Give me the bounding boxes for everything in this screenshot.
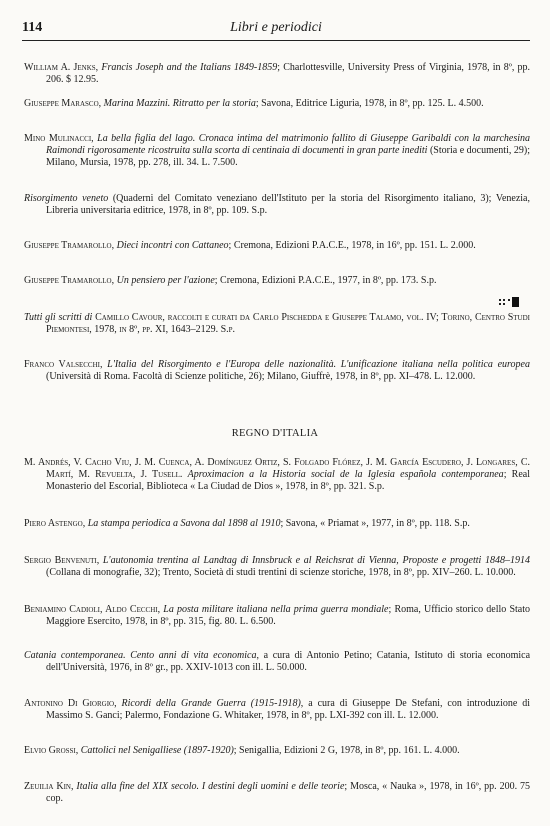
entry-details: , a cura di Giuseppe De Stefani, con introduzione di Massimo S. Ganci; Palermo, Fondazione G. Whitaker, 1978, in 8º, pp. LXI-392 con ill. L. 12.000. xyxy=(46,698,531,721)
page-number: 114 xyxy=(22,20,43,35)
entry-title: L'Italia del Risorgimento e l'Europa delle nazionalità. L'unificazione italiana nella politica europea xyxy=(107,359,530,370)
entry-title: La stampa periodica a Savona dal 1898 al 1910 xyxy=(87,518,281,529)
bibliography-entry: Franco Valsecchi, L'Italia del Risorgimento e l'Europa delle nazionalità. L'unificazione italiana nella politica europea (Università di Roma. Facoltà di Scienze politiche, 26); Milano, Giuffrè, 1978, in 8º, pp. XI–478. L. 12.000. xyxy=(24,359,530,382)
entry-title: La posta militare italiana nella prima guerra mondiale xyxy=(163,604,389,615)
entry-title: Italia alla fine del XIX secolo. I destini degli uomini e delle teorie xyxy=(76,781,345,792)
entry-details: ; Roma, Ufficio storico dello Stato Maggiore Esercito, 1978, in 8º, pp. 315, fig. 80. L. 6.500. xyxy=(46,604,530,627)
entry-author: Giuseppe Tramarollo xyxy=(24,240,112,251)
entry-author: Elvio Grossi xyxy=(24,745,76,756)
entry-details: ; Charlottesville, University Press of Virginia, 1978, in 8º, pp. 206. $ 12.95. xyxy=(46,62,531,85)
entry-author: Giuseppe Tramarollo xyxy=(24,275,112,286)
entry-title: Risorgimento veneto xyxy=(24,193,109,204)
entry-details: ; Cremona, Edizioni P.A.C.E., 1978, in 16º, pp. 151. L. 2.000. xyxy=(228,240,476,251)
entry-details: ; Savona, Editrice Liguria, 1978, in 8º, pp. 125. L. 4.500. xyxy=(255,98,484,109)
entry-details: (Storia e documenti, 29); Milano, Mursia, 1978, pp. 278, ill. 34. L. 7.500. xyxy=(46,145,530,168)
bibliography-entry: Giuseppe Marasco, Marina Mazzini. Ritratto per la storia; Savona, Editrice Liguria, 1978, in 8º, pp. 125. L. 4.500. xyxy=(24,98,484,109)
page-header xyxy=(22,18,530,41)
entry-author: Giuseppe Marasco xyxy=(24,98,99,109)
entry-title: Francis Joseph and the Italians 1849-1859 xyxy=(101,62,278,73)
entry-details: Camillo Cavour, raccolti e curati da Carlo Pischedda e Giuseppe Talamo, vol. IV; Torino, Centro Studi Piemontesi, 1978, in 8º, pp. XI, 1643–2129. S.p. xyxy=(46,312,530,335)
entry-details: ; Savona, « Priamat », 1977, in 8º, pp. 118. S.p. xyxy=(280,518,470,529)
entry-author: Sergio Benvenuti xyxy=(24,555,97,566)
bibliography-entry xyxy=(24,312,530,336)
section-heading: REGNO D'ITALIA xyxy=(231,428,319,439)
entry-title: Marina Mazzini. Ritratto per la storia xyxy=(103,98,256,109)
bibliography-entry: Mino Mulinacci, La bella figlia del lago. Cronaca intima del matrimonio fallito di Giuseppe Garibaldi con la marchesina Raimondi rigorosamente ricostruita sulla scorta di centinaia di documenti in gran parte inediti (Storia e documenti, 29); Milano, Mursia, 1978, pp. 278, ill. 34. L. 7.500. xyxy=(24,133,530,168)
entry-title: Catania contemporanea. Cento anni di vita economica xyxy=(24,650,257,661)
entry-title: Dieci incontri con Cattaneo xyxy=(116,240,229,251)
entry-details: (Università di Roma. Facoltà di Scienze politiche, 26); Milano, Giuffrè, 1978, in 8º, pp. XI–478. L. 12.000. xyxy=(46,371,476,382)
bibliography-entry: Beniamino Cadioli, Aldo Cecchi, La posta militare italiana nella prima guerra mondiale; Roma, Ufficio storico dello Stato Maggiore Esercito, 1978, in 8º, pp. 315, fig. 80. L. 6.500. xyxy=(24,604,530,627)
entry-title: Un pensiero per l'azione xyxy=(116,275,215,286)
entry-author: Piero Astengo xyxy=(24,518,83,529)
bibliography-entry: Sergio Benvenuti, L'autonomia trentina al Landtag di Innsbruck e al Reichsrat di Vienna, Proposte e progetti 1848–1914 (Collana di monografie, 32); Trento, Società di studi trentini di scienze storiche, 1978, in 8º, pp. XIV–260. L. 10.000. xyxy=(24,555,530,578)
bibliography-entry xyxy=(24,193,530,217)
entry-details: (Collana di monografie, 32); Trento, Società di studi trentini di scienze storiche, 1978, in 8º, pp. XIV–260. L. 10.000. xyxy=(46,567,516,578)
bibliography-entry xyxy=(24,650,530,674)
entry-title: L'autonomia trentina al Landtag di Innsbruck e al Reichsrat di Vienna, Proposte e progetti 1848–1914 xyxy=(102,555,530,566)
entry-author: M. Andrés, V. Cacho Viu, J. M. Cuenca, A. Domínguez Ortiz, S. Folgado Flórez, J. M. García Escudero, J. Longares, C. Martí, M. Revuelta, J. Tusell xyxy=(24,457,530,480)
entry-author: Beniamino Cadioli, Aldo Cecchi xyxy=(24,604,158,615)
entry-details: ; Senigallia, Edizioni 2 G, 1978, in 8º, pp. 161. L. 4.000. xyxy=(233,745,460,756)
bibliography-entry: Piero Astengo, La stampa periodica a Savona dal 1898 al 1910; Savona, « Priamat », 1977, in 8º, pp. 118. S.p. xyxy=(24,518,470,529)
entry-details: ; Cremona, Edizioni P.A.C.E., 1977, in 8º, pp. 173. S.p. xyxy=(214,275,437,286)
entry-title: Cattolici nel Senigalliese (1897-1920) xyxy=(80,745,234,756)
entry-details: (Quaderni del Comitato veneziano dell'Istituto per la storia del Risorgimento italiano, 3); Venezia, Libreria universitaria editrice, 1978, in 8º, pp. 109. S.p. xyxy=(46,193,530,216)
bibliography-entry: Giuseppe Tramarollo, Dieci incontri con Cattaneo; Cremona, Edizioni P.A.C.E., 1978, in 16º, pp. 151. L. 2.000. xyxy=(24,240,476,251)
bibliography-entry: Antonino Di Giorgio, Ricordi della Grande Guerra (1915-1918), a cura di Giuseppe De Stefani, con introduzione di Massimo S. Ganci; Palermo, Fondazione G. Whitaker, 1978, in 8º, pp. LXI-392 con ill. L. 12.000. xyxy=(24,698,531,721)
entry-author: Zeuilia Kin xyxy=(24,781,71,792)
bibliography-entry: Elvio Grossi, Cattolici nel Senigalliese (1897-1920); Senigallia, Edizioni 2 G, 1978, in 8º, pp. 161. L. 4.000. xyxy=(24,745,460,756)
entry-title: La bella figlia del lago. Cronaca intima del matrimonio fallito di Giuseppe Garibaldi con la marchesina Raimondi rigorosamente ricostruita sulla scorta di centinaia di documenti in gran parte inediti xyxy=(46,133,530,156)
entry-title: Ricordi della Grande Guerra (1915-1918) xyxy=(121,698,301,709)
entry-author: William A. Jenks xyxy=(24,62,96,73)
bibliography-entry: Zeuilia Kin, Italia alla fine del XIX secolo. I destini degli uomini e delle teorie; Mosca, « Nauka », 1978, in 16º, pp. 200. 75 cop. xyxy=(24,781,531,804)
entry-details: , a cura di Antonio Petino; Catania, Istituto di storia economica dell'Università, 1976, in 8º gr., pp. XXIV-1013 con ill. L. 50.000. xyxy=(46,650,531,673)
entry-author: Antonino Di Giorgio xyxy=(24,698,115,709)
entry-details: ; Real Monasterio del Escorial, Biblioteca « La Ciudad de Dios », 1978, in 8º, pp. 321. S.p. xyxy=(46,469,531,492)
entry-author: Franco Valsecchi xyxy=(24,359,100,370)
bibliography-entry: M. Andrés, V. Cacho Viu, J. M. Cuenca, A. Domínguez Ortiz, S. Folgado Flórez, J. M. García Escudero, J. Longares, C. Martí, M. Revuelta, J. Tusell. Aproximacion a la Historia social de la Iglesia española contemporanea; Real Monasterio del Escorial, Biblioteca « La Ciudad de Dios », 1978, in 8º, pp. 321. S.p. xyxy=(24,457,531,492)
bibliography-entry: Giuseppe Tramarollo, Un pensiero per l'azione; Cremona, Edizioni P.A.C.E., 1977, in 8º, pp. 173. S.p. xyxy=(24,275,437,286)
bibliography-entry: William A. Jenks, Francis Joseph and the Italians 1849-1859; Charlottesville, University Press of Virginia, 1978, in 8º, pp. 206. $ 12.95. xyxy=(24,62,531,85)
running-title: Libri e periodici xyxy=(230,20,322,35)
entry-author: Mino Mulinacci xyxy=(24,133,92,144)
entry-details: ; Mosca, « Nauka », 1978, in 16º, pp. 200. 75 cop. xyxy=(46,781,531,804)
entry-title: Tutti gli scritti di xyxy=(24,312,93,323)
printer-mark-icon xyxy=(498,297,520,307)
entry-title: Aproximacion a la Historia social de la Iglesia española contemporanea xyxy=(187,469,504,480)
